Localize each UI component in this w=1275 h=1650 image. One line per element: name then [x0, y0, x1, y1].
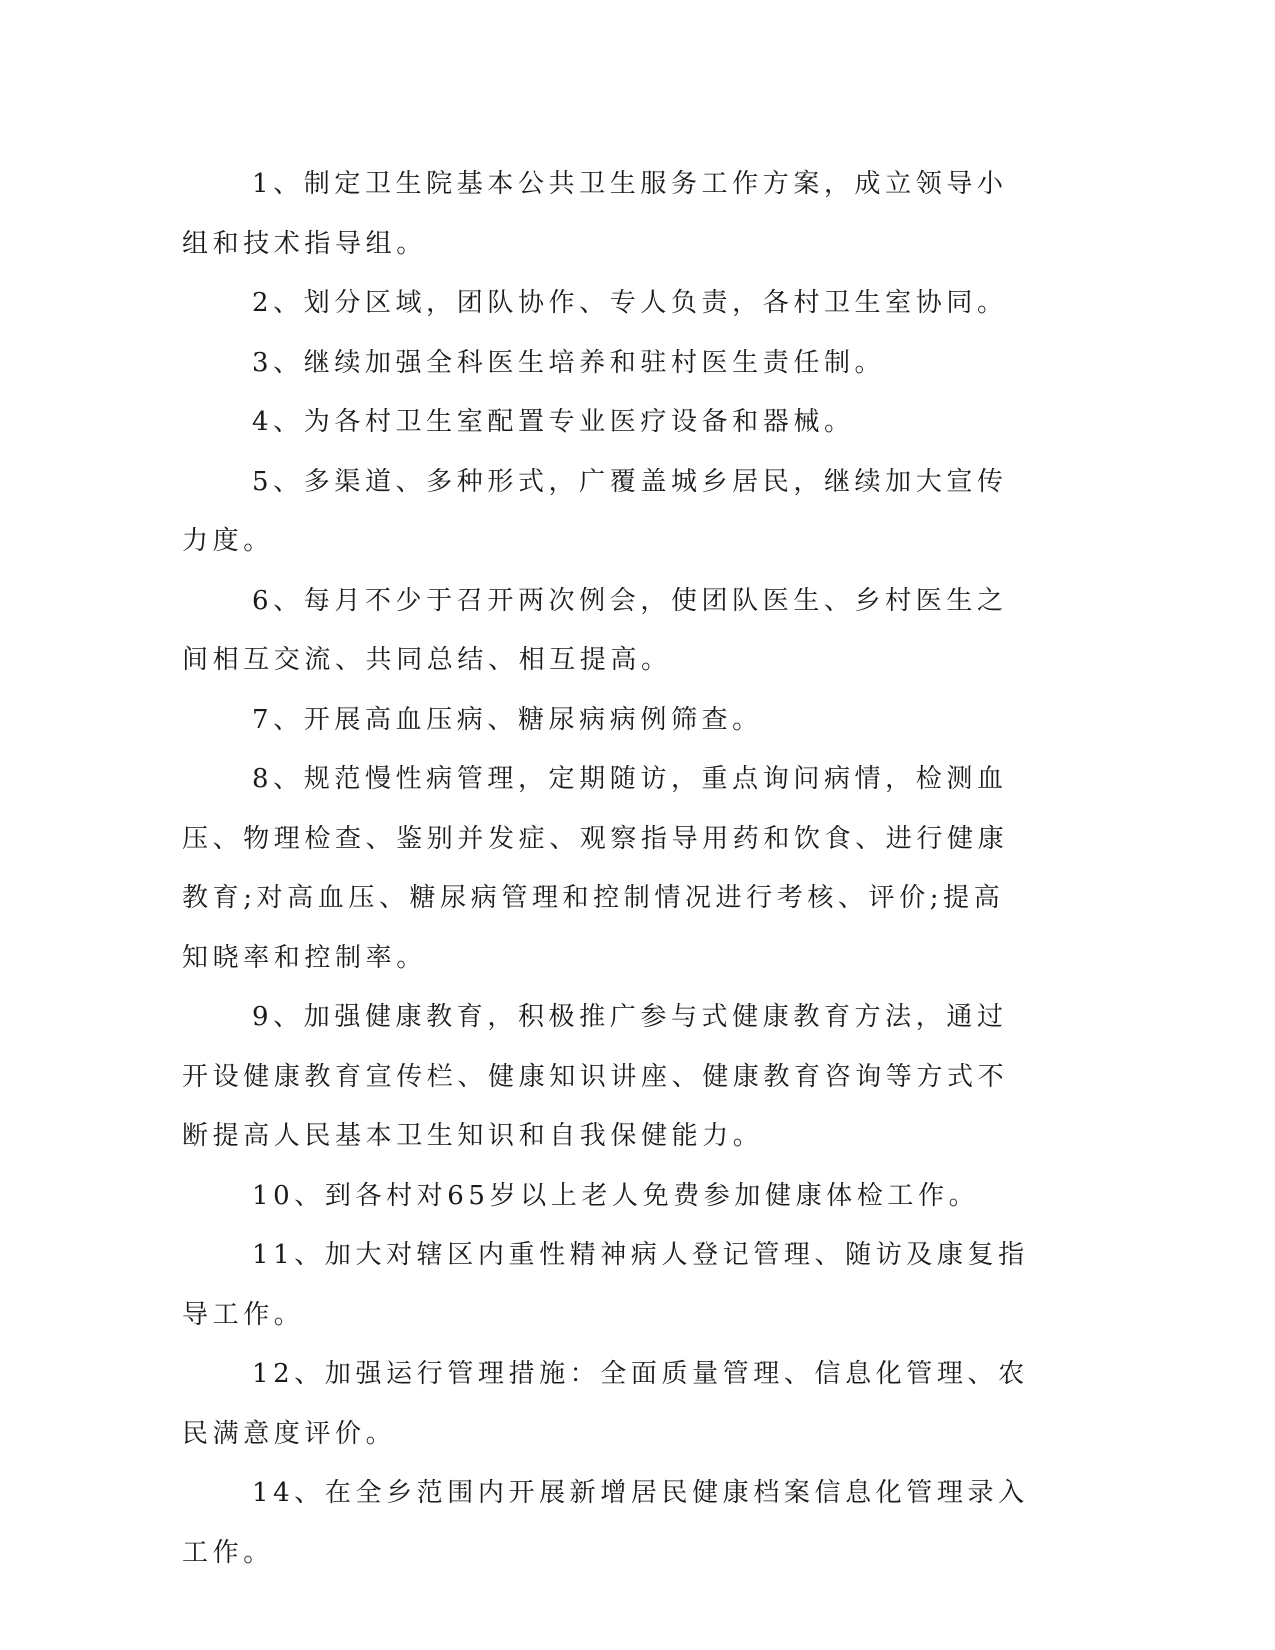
paragraph-item-14: 14、在全乡范围内开展新增居民健康档案信息化管理录入工作。 [182, 1478, 1029, 1568]
paragraph-item-11: 11、加大对辖区内重性精神病人登记管理、随访及康复指导工作。 [182, 1240, 1029, 1330]
paragraph-item-7: 7、开展高血压病、糖尿病病例筛查。 [252, 704, 763, 735]
paragraph-item-2: 2、划分区域，团队协作、专人负责，各村卫生室协同。 [252, 288, 1008, 318]
paragraph-item-6: 6、每月不少于召开两次例会，使团队医生、乡村医生之间相互交流、共同总结、相互提高。 [182, 585, 1008, 675]
paragraph-item-8: 8、规范慢性病管理，定期随访，重点询问病情，检测血压、物理检查、鉴别并发症、观察指导用药和饮食、进行健康教育;对高血压、糖尿病管理和控制情况进行考核、评价;提高知晓率和控制率。 [182, 764, 1009, 973]
paragraph-item-5: 5、多渠道、多种形式，广覆盖城乡居民，继续加大宣传力度。 [182, 466, 1008, 556]
document-body [182, 155, 1032, 1583]
paragraph-item-12: 12、加强运行管理措施：全面质量管理、信息化管理、农民满意度评价。 [182, 1359, 1029, 1449]
paragraph-item-4: 4、为各村卫生室配置专业医疗设备和器械。 [252, 407, 855, 437]
paragraph-item-3: 3、继续加强全科医生培养和驻村医生责任制。 [252, 347, 886, 378]
paragraph-item-9: 9、加强健康教育，积极推广参与式健康教育方法，通过开设健康教育宣传栏、健康知识讲座、健康教育咨询等方式不断提高人民基本卫生知识和自我保健能力。 [182, 1002, 1009, 1151]
paragraph-item-1: 1、制定卫生院基本公共卫生服务工作方案，成立领导小组和技术指导组。 [182, 169, 1008, 259]
paragraph-item-10: 10、到各村对65岁以上老人免费参加健康体检工作。 [252, 1180, 980, 1211]
